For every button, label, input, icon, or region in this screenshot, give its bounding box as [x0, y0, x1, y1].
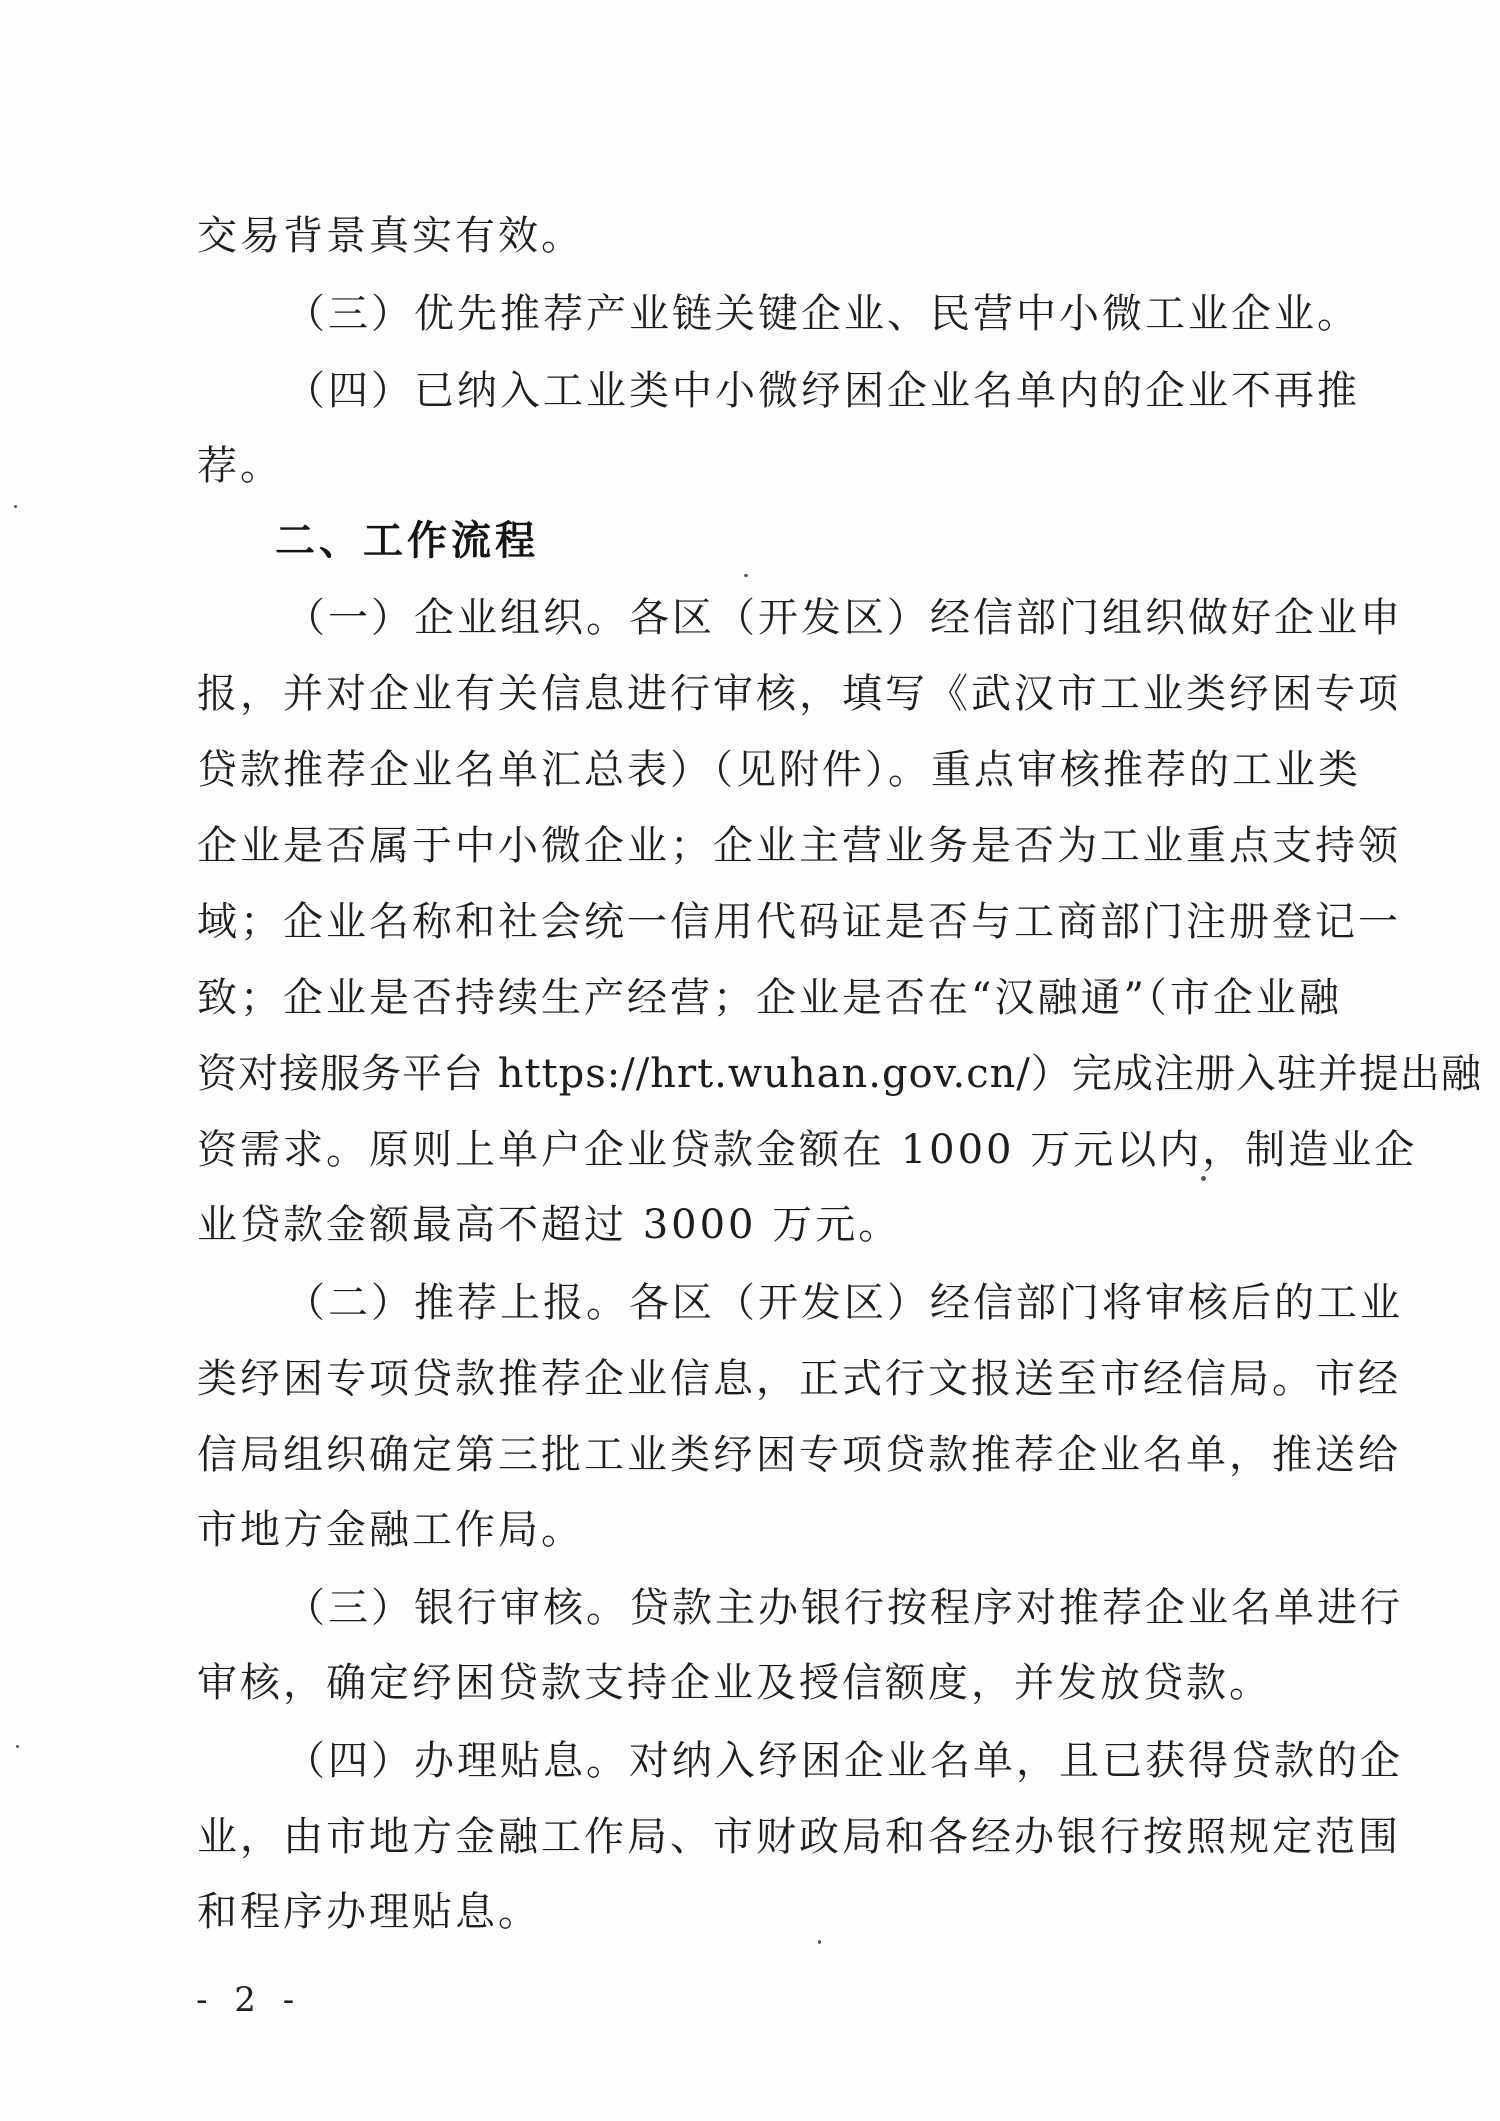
text-line: （四）办理贴息。对纳入纾困企业名单，且已获得贷款的企	[285, 1738, 1403, 1784]
text-line: 资需求。原则上单户企业贷款金额在 1000 万元以内，制造业企	[197, 1127, 1418, 1173]
text-line: （三）银行审核。贷款主办银行按程序对推荐企业名单进行	[285, 1585, 1403, 1631]
text-line: 审核，确定纾困贷款支持企业及授信额度，并发放贷款。	[197, 1660, 1272, 1706]
text-line: （一）企业组织。各区（开发区）经信部门组织做好企业申	[285, 595, 1403, 641]
scan-speck	[16, 1745, 19, 1748]
text-line: 信局组织确定第三批工业类纾困专项贷款推荐企业名单，推送给	[197, 1432, 1401, 1478]
text-line: 域；企业名称和社会统一信用代码证是否与工商部门注册登记一	[197, 899, 1401, 945]
scan-speck	[14, 505, 17, 508]
page-number: - 2 -	[196, 1980, 303, 2020]
text-line: 交易背景真实有效。	[197, 213, 584, 259]
text-line: 类纾困专项贷款推荐企业信息，正式行文报送至市经信局。市经	[197, 1356, 1401, 1402]
text-line: 业，由市地方金融工作局、市财政局和各经办银行按照规定范围	[197, 1814, 1401, 1860]
scan-speck	[818, 1940, 821, 1944]
text-line: （二）推荐上报。各区（开发区）经信部门将审核后的工业	[285, 1280, 1403, 1326]
text-line: 资对接服务平台 https://hrt.wuhan.gov.cn/）完成注册入驻并提出融	[197, 1051, 1482, 1097]
text-line: 业贷款金额最高不超过 3000 万元。	[197, 1202, 902, 1248]
text-line: 贷款推荐企业名单汇总表）（见附件）。重点审核推荐的工业类	[197, 747, 1361, 793]
scan-speck	[1201, 1176, 1206, 1181]
text-line: 企业是否属于中小微企业；企业主营业务是否为工业重点支持领	[197, 823, 1401, 869]
text-line: 荐。	[197, 443, 283, 489]
text-line: 和程序办理贴息。	[197, 1889, 541, 1935]
section-heading: 二、工作流程	[275, 518, 539, 564]
text-line: （四）已纳入工业类中小微纾困企业名单内的企业不再推	[285, 368, 1360, 414]
text-line: （三）优先推荐产业链关键企业、民营中小微工业企业。	[285, 291, 1360, 337]
text-line: 致；企业是否持续生产经营；企业是否在“汉融通”（市企业融	[197, 975, 1342, 1021]
text-line: 报，并对企业有关信息进行审核，填写《武汉市工业类纾困专项	[197, 671, 1401, 717]
scan-speck	[744, 574, 748, 577]
text-line: 市地方金融工作局。	[197, 1507, 584, 1553]
